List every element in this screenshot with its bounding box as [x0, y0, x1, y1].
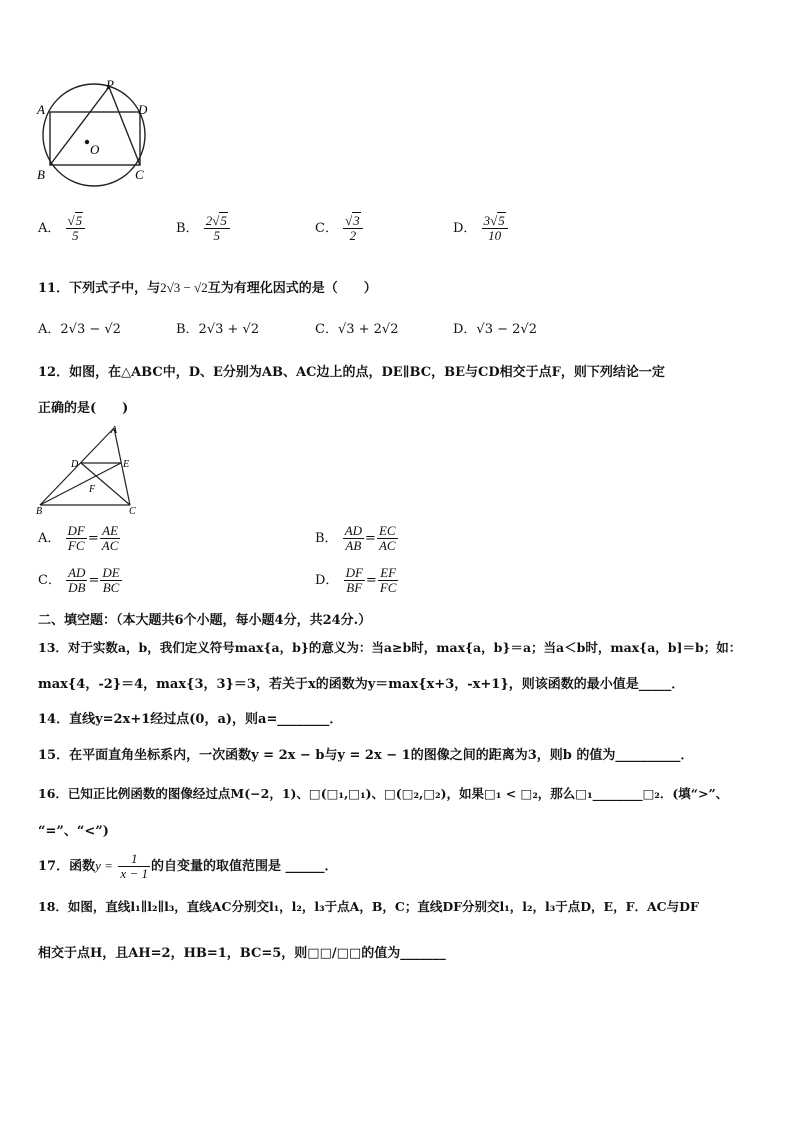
circle-rectangle-figure — [32, 78, 157, 193]
question-14: 14．直线y=2x+1经过点(0，a)，则a=________． — [38, 712, 343, 727]
q10-option-b: B． $\frac{2√5}{5}$ — [176, 214, 231, 243]
label-C: C — [135, 167, 144, 182]
question-11: 11．下列式子中，与2√3 − √2互为有理化因式的是（ ） — [38, 280, 377, 296]
q12-option-c: C． $\frac{AD}{DB}$ = $\frac{DE}{BC}$ — [38, 565, 120, 595]
label-E: E — [123, 459, 130, 470]
label-P: P — [106, 78, 114, 92]
label-A: A — [111, 425, 118, 436]
label-D: D — [138, 102, 148, 117]
label-D: D — [71, 459, 79, 470]
question-15: 15．在平面直角坐标系内，一次函数y = 2x − b与y = 2x − 1的图像之间的距离为3，则b 的值为__________． — [38, 748, 694, 763]
question-12-line1: 12．如图，在△ABC中，D、E分别为AB、AC边上的点，DE∥BC，BE与CD相交于点F，则下列结论一定 — [38, 365, 665, 380]
question-17: 17．函数y = $\frac{1}{x - 1}$ 的自变量的取值范围是 ______． — [38, 851, 338, 881]
question-13-line2: max{4，-2}＝4，max{3，3}＝3，若关于x的函数为y＝max{x+3，-x+1}，则该函数的最小值是_____． — [38, 677, 685, 692]
label-A: A — [37, 102, 45, 117]
label-B: B — [36, 506, 43, 516]
label-B: B — [37, 167, 45, 182]
question-12-line2: 正确的是( ) — [38, 401, 129, 416]
triangle-figure — [34, 422, 144, 516]
question-18-line1: 18．如图，直线l₁∥l₂∥l₃，直线AC分别交l₁，l₂，l₃于点A，B，C；直线DF分别交l₁，l₂，l₃于点D，E，F．AC与DF — [38, 899, 699, 914]
label-C: C — [129, 506, 136, 516]
question-18-line2: 相交于点H，且AH=2，HB=1，BC=5，则□□/□□的值为_______ — [38, 946, 446, 961]
q10-option-a: A． $\frac{√5}{5}$ — [38, 214, 86, 243]
question-13-line1: 13．对于实数a，b，我们定义符号max{a，b}的意义为：当a≥b时，max{a，b}＝a；当a＜b时，max{a，b]＝b；如： — [38, 640, 742, 655]
section-2-heading: 二、填空题：（本大题共6个小题，每小题4分，共24分.） — [38, 613, 372, 628]
q10-option-c: C． $\frac{√3}{2}$ — [315, 214, 364, 243]
q10-option-d: D． $\frac{3√5}{10}$ — [453, 214, 509, 243]
q11-option-c: C．√3 + 2√2 — [315, 322, 399, 337]
question-16-line1: 16．已知正比例函数的图像经过点M(−2，1)、□(□₁,□₁)、□(□₂,□₂)，如果□₁ < □₂，那么□₁________□₂．(填“>”、 — [38, 786, 729, 801]
label-F: F — [89, 484, 96, 495]
question-16-line2: “=”、“<”) — [38, 824, 109, 839]
q11-option-a: A．2√3 − √2 — [38, 322, 121, 337]
q11-option-b: B．2√3 + √2 — [176, 322, 260, 337]
q12-option-a: A． $\frac{DF}{FC}$ = $\frac{AE}{AC}$ — [38, 523, 119, 553]
label-O: O — [90, 142, 100, 157]
q11-option-d: D．√3 − 2√2 — [453, 322, 537, 337]
q12-option-d: D． $\frac{DF}{BF}$ = $\frac{EF}{FC}$ — [315, 565, 397, 595]
q12-option-b: B． $\frac{AD}{AB}$ = $\frac{EC}{AC}$ — [315, 523, 396, 553]
